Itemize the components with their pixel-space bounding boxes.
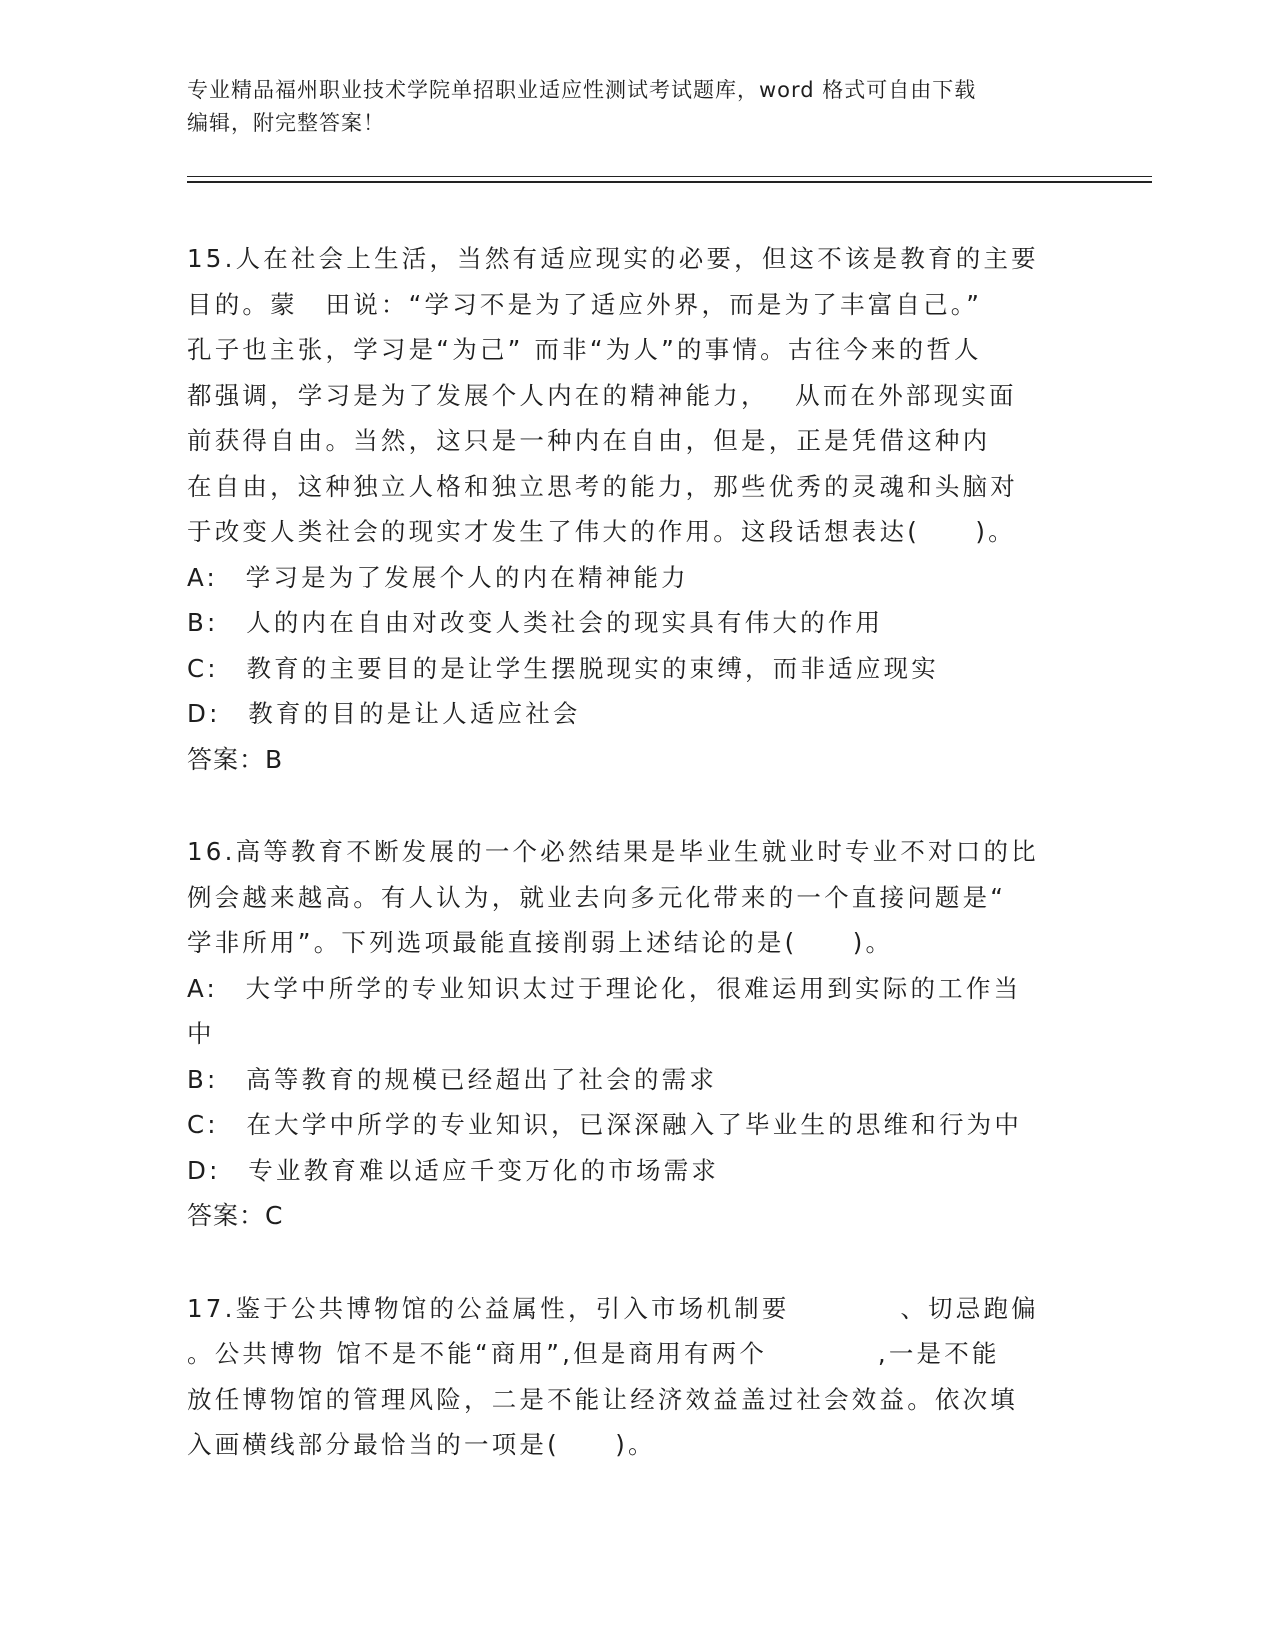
- option-b: B: 人的内在自由对改变人类社会的现实具有伟大的作用: [187, 608, 884, 637]
- question-stem: [187, 236, 1087, 555]
- stem-line: 。公共博物 馆不是不能“商用”,但是商用有两个 ,一是不能: [187, 1339, 1000, 1368]
- stem-line: 于改变人类社会的现实才发生了伟大的作用。这段话想表达( )。: [187, 517, 1016, 546]
- stem-line: 在自由，这种独立人格和独立思考的能力，那些优秀的灵魂和头脑对: [187, 471, 1018, 501]
- question-17: [187, 1286, 1087, 1468]
- option-a-continued: 中: [187, 1019, 215, 1048]
- stem-line: 前获得自由。当然，这只是一种内在自由，但是，正是凭借这种内: [187, 426, 991, 455]
- stem-line: 15.人在社会上生活，当然有适应现实的必要，但这不该是教育的主要: [187, 244, 1039, 273]
- header-rule-thin: [187, 176, 1152, 177]
- stem-line: 入画横线部分最恰当的一项是( )。: [187, 1430, 656, 1459]
- answer: 答案：C: [187, 1201, 284, 1230]
- stem-line: 放任博物馆的管理风险，二是不能让经济效益盖过社会效益。依次填: [187, 1384, 1018, 1414]
- stem-line: 孔子也主张，学习是“为己” 而非“为人”的事情。古往今来的哲人: [187, 335, 982, 364]
- answer: 答案：B: [187, 744, 284, 774]
- option-d: D: 教育的目的是让人适应社会: [187, 699, 581, 728]
- option-b: B: 高等教育的规模已经超出了社会的需求: [187, 1064, 718, 1094]
- option-a: A: 大学中所学的专业知识太过于理论化，很难运用到实际的工作当: [187, 973, 1022, 1003]
- stem-line: 学非所用”。下列选项最能直接削弱上述结论的是( )。: [187, 928, 894, 957]
- questions-content: [187, 236, 1087, 1468]
- question-stem: [187, 1286, 1087, 1468]
- question-stem: [187, 829, 1087, 966]
- header-rule-thick: [187, 181, 1152, 183]
- stem-line: 例会越来越高。有人认为，就业去向多元化带来的一个直接问题是“: [187, 882, 1007, 912]
- stem-line: 16.高等教育不断发展的一个必然结果是毕业生就业时专业不对口的比: [187, 837, 1039, 866]
- page-header: [187, 74, 1067, 140]
- header-line-1: 专业精品福州职业技术学院单招职业适应性测试考试题库，word 格式可自由下载: [187, 78, 977, 102]
- option-c: C: 在大学中所学的专业知识，已深深融入了毕业生的思维和行为中: [187, 1110, 1023, 1139]
- option-a: A: 学习是为了发展个人的内在精神能力: [187, 562, 689, 592]
- question-16: [187, 829, 1087, 1239]
- question-15: [187, 236, 1087, 782]
- stem-line: 目的。蒙 田说：“学习不是为了适应外界，而是为了丰富自己。”: [187, 289, 983, 319]
- stem-line: 17.鉴于公共博物馆的公益属性，引入市场机制要 、切忌跑偏: [187, 1293, 1039, 1323]
- option-d: D: 专业教育难以适应千变万化的市场需求: [187, 1155, 720, 1185]
- stem-line: 都强调，学习是为了发展个人内在的精神能力， 从而在外部现实面: [187, 380, 1017, 410]
- header-line-2: 编辑，附完整答案！: [187, 111, 385, 135]
- option-c: C: 教育的主要目的是让学生摆脱现实的束缚，而非适应现实: [187, 653, 939, 683]
